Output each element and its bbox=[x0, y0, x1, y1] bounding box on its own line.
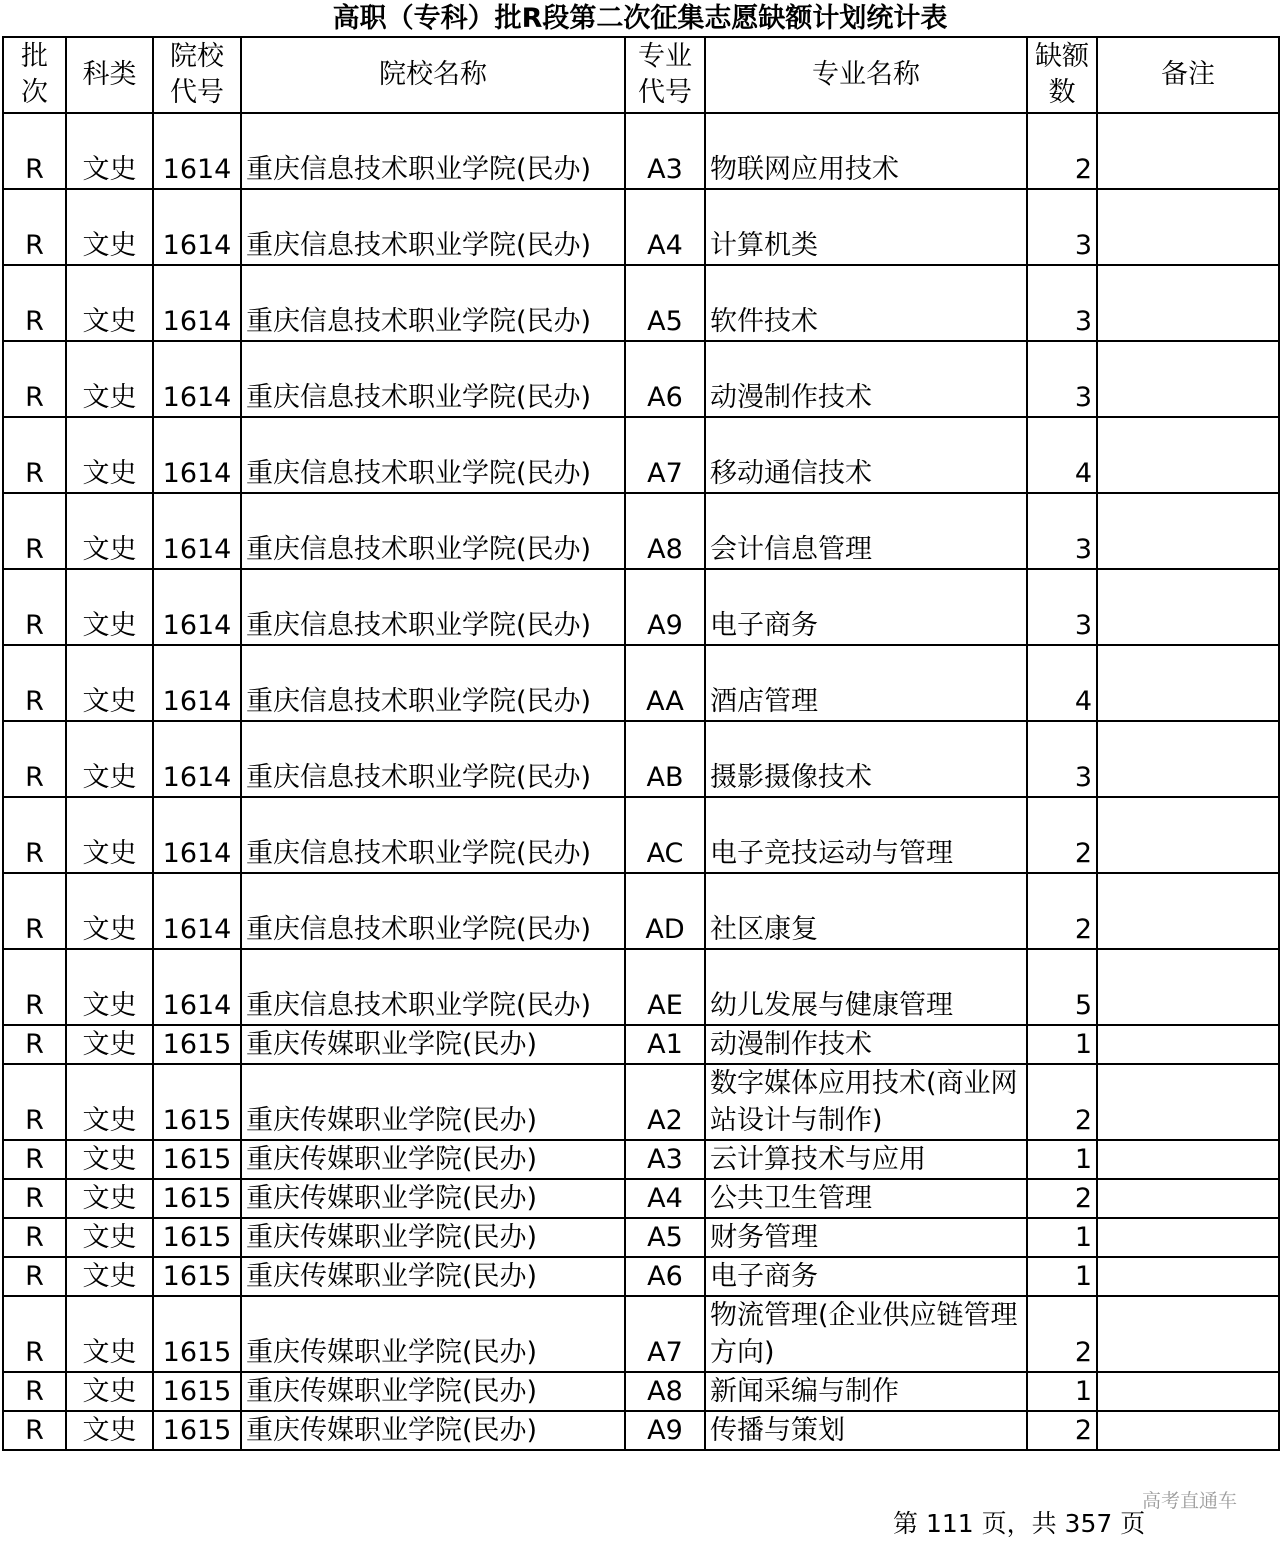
cell-remark bbox=[1097, 645, 1279, 721]
cell-school-code: 1614 bbox=[153, 873, 241, 949]
cell-major-name: 软件技术 bbox=[705, 265, 1027, 341]
cell-major-code: A7 bbox=[625, 1296, 705, 1372]
cell-batch: R bbox=[3, 569, 66, 645]
cell-school-name: 重庆信息技术职业学院(民办) bbox=[241, 265, 625, 341]
cell-category: 文史 bbox=[66, 1411, 153, 1450]
table-row bbox=[3, 1179, 1279, 1218]
cell-school-name: 重庆信息技术职业学院(民办) bbox=[241, 569, 625, 645]
cell-school-name: 重庆信息技术职业学院(民办) bbox=[241, 721, 625, 797]
cell-school-code: 1614 bbox=[153, 721, 241, 797]
cell-batch: R bbox=[3, 1218, 66, 1257]
cell-school-code: 1614 bbox=[153, 265, 241, 341]
cell-vacancy: 3 bbox=[1027, 569, 1097, 645]
cell-remark bbox=[1097, 569, 1279, 645]
cell-vacancy: 3 bbox=[1027, 341, 1097, 417]
cell-major-code: A7 bbox=[625, 417, 705, 493]
cell-vacancy: 2 bbox=[1027, 1411, 1097, 1450]
cell-major-code: AE bbox=[625, 949, 705, 1025]
cell-school-code: 1615 bbox=[153, 1372, 241, 1411]
cell-category: 文史 bbox=[66, 113, 153, 189]
cell-vacancy: 2 bbox=[1027, 1064, 1097, 1140]
cell-school-code: 1615 bbox=[153, 1025, 241, 1064]
cell-major-code: A8 bbox=[625, 493, 705, 569]
cell-vacancy: 2 bbox=[1027, 1179, 1097, 1218]
cell-batch: R bbox=[3, 1257, 66, 1296]
cell-batch: R bbox=[3, 1179, 66, 1218]
cell-major-name: 移动通信技术 bbox=[705, 417, 1027, 493]
table-row bbox=[3, 265, 1279, 341]
cell-school-name: 重庆信息技术职业学院(民办) bbox=[241, 873, 625, 949]
cell-school-name: 重庆信息技术职业学院(民办) bbox=[241, 341, 625, 417]
cell-major-name: 计算机类 bbox=[705, 189, 1027, 265]
cell-category: 文史 bbox=[66, 341, 153, 417]
table-row bbox=[3, 1372, 1279, 1411]
cell-vacancy: 3 bbox=[1027, 189, 1097, 265]
cell-major-code: A6 bbox=[625, 341, 705, 417]
cell-category: 文史 bbox=[66, 1218, 153, 1257]
cell-batch: R bbox=[3, 1372, 66, 1411]
header-category: 科类 bbox=[66, 37, 153, 113]
cell-school-name: 重庆传媒职业学院(民办) bbox=[241, 1296, 625, 1372]
cell-batch: R bbox=[3, 1296, 66, 1372]
table-row bbox=[3, 873, 1279, 949]
cell-major-name: 会计信息管理 bbox=[705, 493, 1027, 569]
cell-major-name: 幼儿发展与健康管理 bbox=[705, 949, 1027, 1025]
cell-school-code: 1615 bbox=[153, 1218, 241, 1257]
cell-category: 文史 bbox=[66, 1064, 153, 1140]
header-major-code: 专业代号 bbox=[625, 37, 705, 113]
cell-major-name: 动漫制作技术 bbox=[705, 1025, 1027, 1064]
cell-school-name: 重庆传媒职业学院(民办) bbox=[241, 1411, 625, 1450]
cell-remark bbox=[1097, 493, 1279, 569]
cell-remark bbox=[1097, 265, 1279, 341]
cell-major-name: 电子商务 bbox=[705, 569, 1027, 645]
cell-school-code: 1614 bbox=[153, 645, 241, 721]
cell-major-code: A9 bbox=[625, 569, 705, 645]
table-row bbox=[3, 569, 1279, 645]
cell-remark bbox=[1097, 113, 1279, 189]
header-vacancy: 缺额数 bbox=[1027, 37, 1097, 113]
cell-major-code: A4 bbox=[625, 189, 705, 265]
cell-remark bbox=[1097, 1179, 1279, 1218]
cell-major-name: 电子商务 bbox=[705, 1257, 1027, 1296]
cell-school-code: 1615 bbox=[153, 1296, 241, 1372]
cell-batch: R bbox=[3, 721, 66, 797]
table-row bbox=[3, 1296, 1279, 1372]
cell-vacancy: 2 bbox=[1027, 797, 1097, 873]
cell-major-name: 公共卫生管理 bbox=[705, 1179, 1027, 1218]
table-row bbox=[3, 1411, 1279, 1450]
cell-batch: R bbox=[3, 1064, 66, 1140]
cell-vacancy: 1 bbox=[1027, 1025, 1097, 1064]
cell-major-name: 云计算技术与应用 bbox=[705, 1140, 1027, 1179]
cell-school-name: 重庆传媒职业学院(民办) bbox=[241, 1064, 625, 1140]
cell-category: 文史 bbox=[66, 1372, 153, 1411]
table-row bbox=[3, 645, 1279, 721]
cell-vacancy: 1 bbox=[1027, 1257, 1097, 1296]
table-row bbox=[3, 1218, 1279, 1257]
cell-major-name: 摄影摄像技术 bbox=[705, 721, 1027, 797]
cell-category: 文史 bbox=[66, 1140, 153, 1179]
cell-school-name: 重庆信息技术职业学院(民办) bbox=[241, 189, 625, 265]
cell-batch: R bbox=[3, 1411, 66, 1450]
cell-school-code: 1615 bbox=[153, 1064, 241, 1140]
cell-school-name: 重庆传媒职业学院(民办) bbox=[241, 1372, 625, 1411]
cell-major-name: 数字媒体应用技术(商业网站设计与制作) bbox=[705, 1064, 1027, 1140]
table-row bbox=[3, 189, 1279, 265]
cell-batch: R bbox=[3, 417, 66, 493]
cell-major-code: AA bbox=[625, 645, 705, 721]
cell-school-code: 1614 bbox=[153, 113, 241, 189]
header-school-name: 院校名称 bbox=[241, 37, 625, 113]
cell-remark bbox=[1097, 1296, 1279, 1372]
cell-remark bbox=[1097, 1025, 1279, 1064]
cell-major-name: 财务管理 bbox=[705, 1218, 1027, 1257]
cell-batch: R bbox=[3, 113, 66, 189]
table-row bbox=[3, 1064, 1279, 1140]
cell-category: 文史 bbox=[66, 645, 153, 721]
cell-batch: R bbox=[3, 1025, 66, 1064]
cell-category: 文史 bbox=[66, 569, 153, 645]
cell-major-name: 新闻采编与制作 bbox=[705, 1372, 1027, 1411]
cell-category: 文史 bbox=[66, 797, 153, 873]
cell-vacancy: 5 bbox=[1027, 949, 1097, 1025]
cell-school-code: 1614 bbox=[153, 341, 241, 417]
cell-batch: R bbox=[3, 873, 66, 949]
cell-school-code: 1614 bbox=[153, 417, 241, 493]
header-school-code: 院校代号 bbox=[153, 37, 241, 113]
cell-vacancy: 4 bbox=[1027, 417, 1097, 493]
cell-school-name: 重庆信息技术职业学院(民办) bbox=[241, 949, 625, 1025]
cell-major-name: 物流管理(企业供应链管理方向) bbox=[705, 1296, 1027, 1372]
cell-school-name: 重庆信息技术职业学院(民办) bbox=[241, 417, 625, 493]
cell-major-name: 社区康复 bbox=[705, 873, 1027, 949]
header-major-name: 专业名称 bbox=[705, 37, 1027, 113]
cell-category: 文史 bbox=[66, 417, 153, 493]
cell-school-code: 1615 bbox=[153, 1411, 241, 1450]
cell-batch: R bbox=[3, 493, 66, 569]
cell-school-name: 重庆传媒职业学院(民办) bbox=[241, 1218, 625, 1257]
table-row bbox=[3, 721, 1279, 797]
table-row bbox=[3, 417, 1279, 493]
cell-category: 文史 bbox=[66, 1179, 153, 1218]
table-header-row bbox=[3, 37, 1279, 113]
cell-major-code: AC bbox=[625, 797, 705, 873]
cell-school-name: 重庆信息技术职业学院(民办) bbox=[241, 797, 625, 873]
cell-vacancy: 2 bbox=[1027, 113, 1097, 189]
cell-category: 文史 bbox=[66, 1025, 153, 1064]
cell-batch: R bbox=[3, 189, 66, 265]
cell-major-code: A9 bbox=[625, 1411, 705, 1450]
cell-category: 文史 bbox=[66, 721, 153, 797]
cell-vacancy: 2 bbox=[1027, 873, 1097, 949]
cell-school-code: 1614 bbox=[153, 189, 241, 265]
cell-vacancy: 1 bbox=[1027, 1218, 1097, 1257]
cell-batch: R bbox=[3, 645, 66, 721]
cell-major-code: A6 bbox=[625, 1257, 705, 1296]
cell-category: 文史 bbox=[66, 265, 153, 341]
cell-major-name: 物联网应用技术 bbox=[705, 113, 1027, 189]
cell-remark bbox=[1097, 721, 1279, 797]
cell-remark bbox=[1097, 1372, 1279, 1411]
cell-remark bbox=[1097, 1140, 1279, 1179]
cell-batch: R bbox=[3, 1140, 66, 1179]
cell-batch: R bbox=[3, 797, 66, 873]
table-row bbox=[3, 1257, 1279, 1296]
table-row bbox=[3, 1025, 1279, 1064]
cell-major-code: A1 bbox=[625, 1025, 705, 1064]
cell-school-code: 1614 bbox=[153, 569, 241, 645]
vacancy-table bbox=[2, 36, 1280, 1451]
cell-school-name: 重庆信息技术职业学院(民办) bbox=[241, 645, 625, 721]
cell-major-code: A2 bbox=[625, 1064, 705, 1140]
cell-major-code: AD bbox=[625, 873, 705, 949]
cell-school-code: 1615 bbox=[153, 1179, 241, 1218]
table-body bbox=[3, 113, 1279, 1450]
cell-remark bbox=[1097, 189, 1279, 265]
cell-category: 文史 bbox=[66, 189, 153, 265]
cell-major-name: 动漫制作技术 bbox=[705, 341, 1027, 417]
cell-remark bbox=[1097, 1218, 1279, 1257]
cell-category: 文史 bbox=[66, 1257, 153, 1296]
cell-remark bbox=[1097, 873, 1279, 949]
table-row bbox=[3, 113, 1279, 189]
cell-remark bbox=[1097, 1064, 1279, 1140]
cell-major-code: A8 bbox=[625, 1372, 705, 1411]
cell-major-code: A3 bbox=[625, 1140, 705, 1179]
table-row bbox=[3, 493, 1279, 569]
cell-vacancy: 1 bbox=[1027, 1372, 1097, 1411]
cell-major-code: A5 bbox=[625, 1218, 705, 1257]
cell-major-name: 电子竞技运动与管理 bbox=[705, 797, 1027, 873]
table-row bbox=[3, 1140, 1279, 1179]
cell-vacancy: 4 bbox=[1027, 645, 1097, 721]
cell-category: 文史 bbox=[66, 949, 153, 1025]
cell-category: 文史 bbox=[66, 873, 153, 949]
cell-school-code: 1614 bbox=[153, 949, 241, 1025]
cell-school-code: 1614 bbox=[153, 797, 241, 873]
cell-school-name: 重庆传媒职业学院(民办) bbox=[241, 1179, 625, 1218]
cell-school-name: 重庆信息技术职业学院(民办) bbox=[241, 113, 625, 189]
header-remark: 备注 bbox=[1097, 37, 1279, 113]
cell-major-code: AB bbox=[625, 721, 705, 797]
cell-category: 文史 bbox=[66, 1296, 153, 1372]
cell-major-name: 传播与策划 bbox=[705, 1411, 1027, 1450]
cell-remark bbox=[1097, 341, 1279, 417]
cell-vacancy: 2 bbox=[1027, 1296, 1097, 1372]
table-row bbox=[3, 949, 1279, 1025]
cell-remark bbox=[1097, 417, 1279, 493]
cell-major-code: A5 bbox=[625, 265, 705, 341]
cell-remark bbox=[1097, 1257, 1279, 1296]
cell-batch: R bbox=[3, 265, 66, 341]
header-batch: 批次 bbox=[3, 37, 66, 113]
cell-school-name: 重庆信息技术职业学院(民办) bbox=[241, 493, 625, 569]
cell-school-name: 重庆传媒职业学院(民办) bbox=[241, 1257, 625, 1296]
cell-vacancy: 3 bbox=[1027, 721, 1097, 797]
cell-major-code: A3 bbox=[625, 113, 705, 189]
cell-school-name: 重庆传媒职业学院(民办) bbox=[241, 1140, 625, 1179]
cell-major-name: 酒店管理 bbox=[705, 645, 1027, 721]
cell-category: 文史 bbox=[66, 493, 153, 569]
page-number: 第 111 页，共 357 页 bbox=[893, 1509, 1146, 1538]
cell-vacancy: 3 bbox=[1027, 265, 1097, 341]
cell-vacancy: 3 bbox=[1027, 493, 1097, 569]
cell-school-name: 重庆传媒职业学院(民办) bbox=[241, 1025, 625, 1064]
cell-remark bbox=[1097, 797, 1279, 873]
cell-vacancy: 1 bbox=[1027, 1140, 1097, 1179]
cell-school-code: 1615 bbox=[153, 1257, 241, 1296]
cell-school-code: 1615 bbox=[153, 1140, 241, 1179]
table-row bbox=[3, 341, 1279, 417]
cell-remark bbox=[1097, 949, 1279, 1025]
cell-school-code: 1614 bbox=[153, 493, 241, 569]
cell-batch: R bbox=[3, 341, 66, 417]
cell-remark bbox=[1097, 1411, 1279, 1450]
table-row bbox=[3, 797, 1279, 873]
cell-major-code: A4 bbox=[625, 1179, 705, 1218]
watermark-text: 高考直通车 bbox=[1142, 1490, 1238, 1512]
page-title: 高职（专科）批R段第二次征集志愿缺额计划统计表 bbox=[332, 3, 948, 34]
cell-batch: R bbox=[3, 949, 66, 1025]
